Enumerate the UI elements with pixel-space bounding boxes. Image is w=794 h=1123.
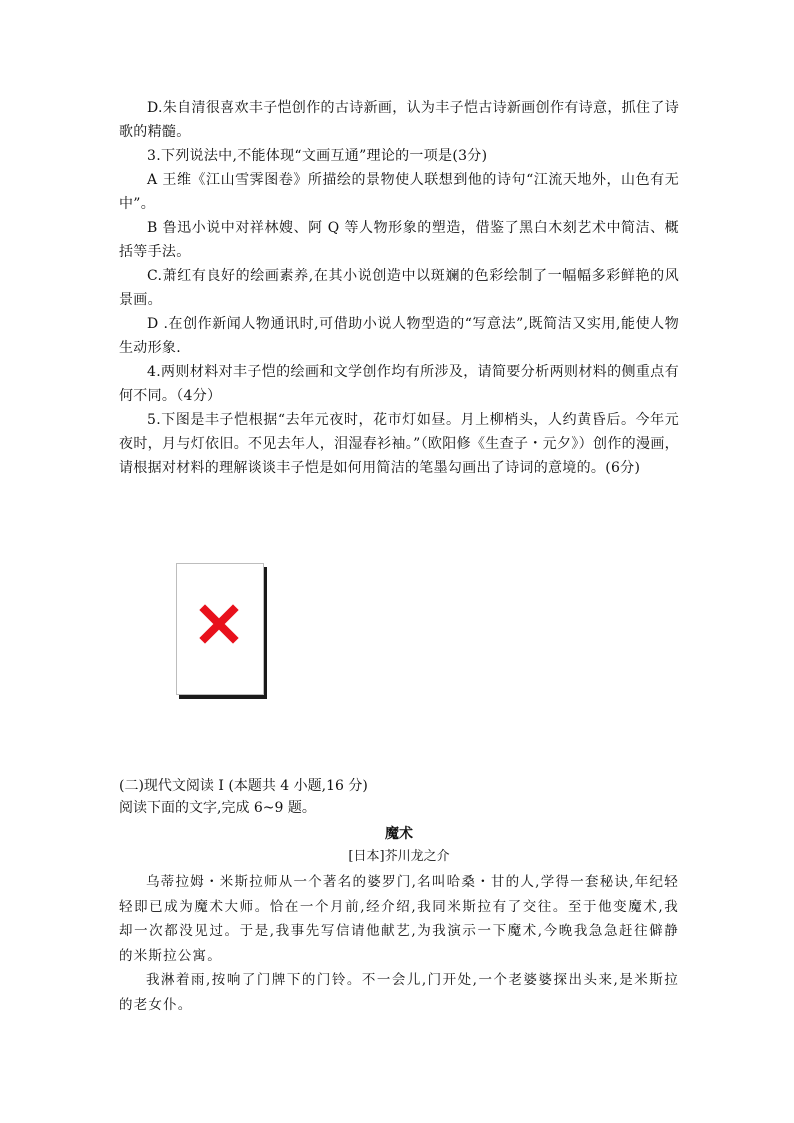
story-title: 魔术 (385, 826, 413, 842)
story-author: [日本]芥川龙之介 (348, 849, 450, 864)
story-body (119, 870, 679, 1017)
question-2-option-d: D.朱自清很喜欢丰子恺创作的古诗新画，认为丰子恺古诗新画创作有诗意，抓住了诗歌的精髓。 (119, 100, 679, 140)
story-paragraph: 我淋着雨,按响了门牌下的门铃。不一会儿,门开处,一个老婆婆探出头来,是米斯拉的老女仆。 (119, 972, 679, 1013)
question-3-stem: 3.下列说法中,不能体现“文画互通”理论的一项是(3分) (147, 148, 488, 164)
question-4: 4.两则材料对丰子恺的绘画和文学创作均有所涉及，请简要分析两则材料的侧重点有何不同。（4分） (119, 364, 679, 404)
question-5: 5.下图是丰子恺根据“去年元夜时，花市灯如昼。月上柳梢头，人约黄昏后。今年元夜时，月与灯依旧。不见去年人，泪湿春衫袖。”（欧阳修《生查子・元夕》）创作的漫画，请根据对材料的理解谈谈丰子恺是如何用简洁的笔墨勾画出了诗词的意境的。(6分) (119, 412, 679, 476)
question-3-option-d: D .在创作新闻人物通讯时,可借助小说人物型造的“写意法”,既简洁又实用,能使人物生动形象. (119, 316, 679, 356)
broken-image-red-x-icon (199, 604, 239, 644)
section-instruction: 阅读下面的文字,完成 6~9 题。 (119, 800, 316, 816)
broken-image-placeholder (176, 563, 264, 695)
story-paragraph: 乌蒂拉姆・米斯拉师从一个著名的婆罗门,名叫哈桑・甘的人,学得一套秘诀,年纪轻轻即已成为魔术大师。恰在一个月前,经介绍,我同米斯拉有了交往。至于他变魔术,我却一次都没见过。于是,我事先写信请他献艺,为我演示一下魔术,今晚我急急赶往僻静的米斯拉公寓。 (119, 874, 679, 964)
section-heading: (二)现代文阅读 Ⅰ (本题共 4 小题,16 分) (119, 778, 368, 794)
question-3-option-b: B 鲁迅小说中对祥林嫂、阿 Q 等人物形象的塑造，借鉴了黑白木刻艺术中简洁、概括等手法。 (119, 220, 679, 260)
question-3-option-a: A 王维《江山雪霁图卷》所描绘的景物使人联想到他的诗句“江流天地外，山色有无中”。 (119, 172, 679, 212)
question-3-option-c: C.萧红有良好的绘画素养,在其小说创造中以斑斓的色彩绘制了一幅幅多彩鲜艳的风景画。 (119, 268, 679, 308)
questions-block (119, 96, 679, 480)
